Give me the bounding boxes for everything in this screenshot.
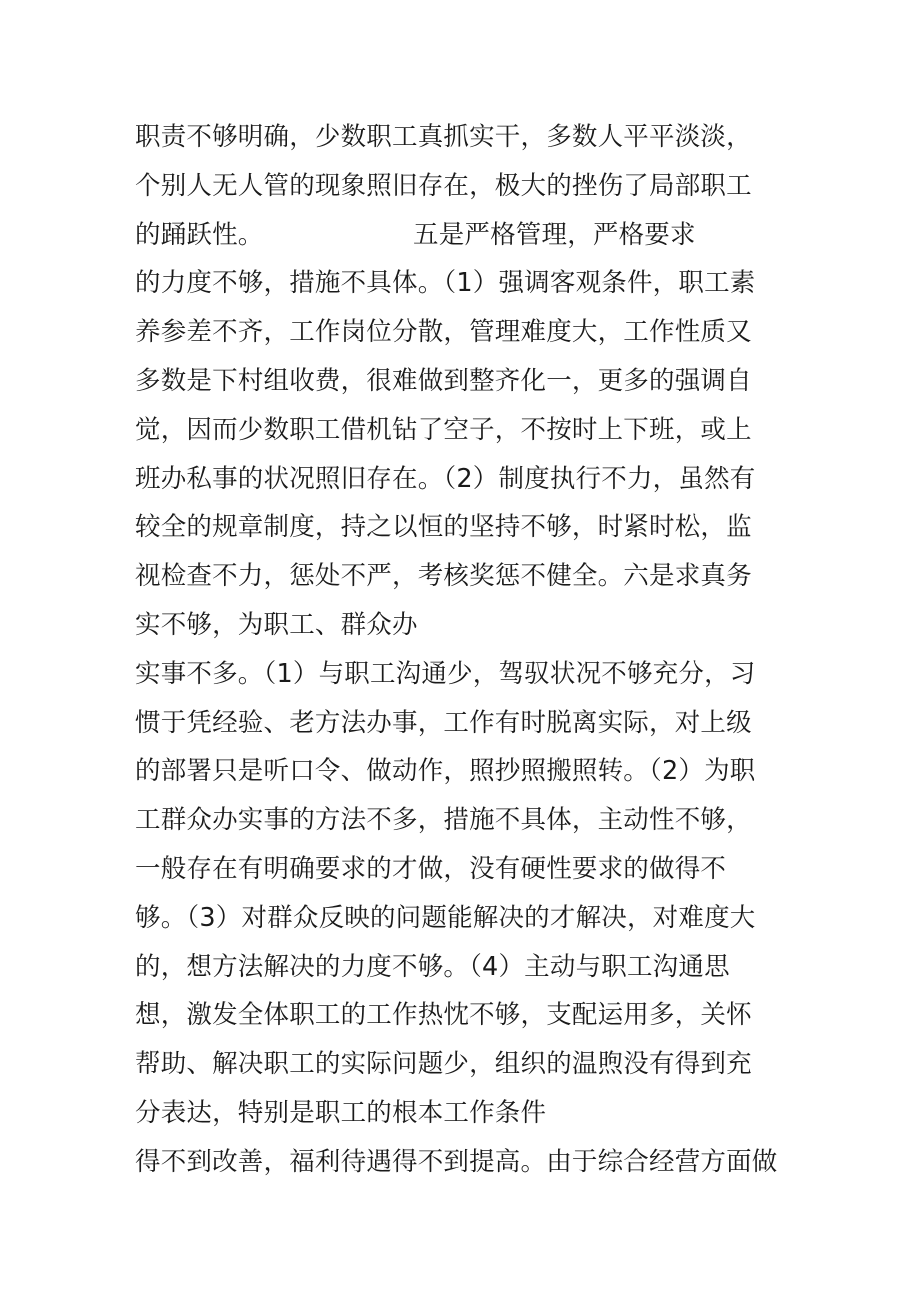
text-line: 养参差不齐，工作岗位分散，管理难度大，工作性质又: [135, 317, 752, 348]
text-line: 觉，因而少数职工借机钻了空子，不按时上下班，或上: [135, 414, 752, 445]
text-line: 一般存在有明确要求的才做，没有硬性要求的做得不: [135, 853, 727, 884]
text-line: 实事不多。（1）与职工沟通少，驾驭状况不够充分，习: [135, 658, 756, 689]
text-line: 实不够，为职工、群众办: [135, 609, 418, 640]
text-line: 较全的规章制度，持之以恒的坚持不够，时紧时松，监: [135, 512, 752, 543]
text-line: 想，激发全体职工的工作热忱不够，支配运用多，关怀: [135, 1000, 752, 1031]
text-line: 个别人无人管的现象照旧存在，极大的挫伤了局部职工: [135, 170, 752, 201]
text-line: 工群众办实事的方法不多，措施不具体，主动性不够，: [135, 805, 752, 836]
text-line: 得不到改善，福利待遇得不到提高。由于综合经营方面做: [135, 1146, 778, 1177]
text-line: 的部署只是听口令、做动作，照抄照搬照转。（2）为职: [135, 756, 756, 787]
text-line: 多数是下村组收费，很难做到整齐化一，更多的强调自: [135, 365, 752, 396]
text-line: 的，想方法解决的力度不够。（4）主动与职工沟通思: [135, 951, 730, 982]
document-body: [135, 113, 835, 1187]
text-line: 惯于凭经验、老方法办事，工作有时脱离实际，对上级: [135, 707, 752, 738]
text-line: 的踊跃性。 五是严格管理，严格要求: [135, 219, 696, 250]
text-line: 分表达，特别是职工的根本工作条件: [135, 1097, 547, 1128]
text-line: 职责不够明确，少数职工真抓实干，多数人平平淡淡，: [135, 122, 752, 152]
text-line: 班办私事的状况照旧存在。（2）制度执行不力，虽然有: [135, 463, 756, 494]
text-line: 够。（3）对群众反映的问题能解决的才解决，对难度大: [135, 902, 756, 933]
text-line: 视检查不力，惩处不严，考核奖惩不健全。六是求真务: [135, 561, 752, 592]
text-line: 帮助、解决职工的实际问题少，组织的温煦没有得到充: [135, 1049, 752, 1080]
text-line: 的力度不够，措施不具体。（1）强调客观条件，职工素: [135, 268, 756, 299]
